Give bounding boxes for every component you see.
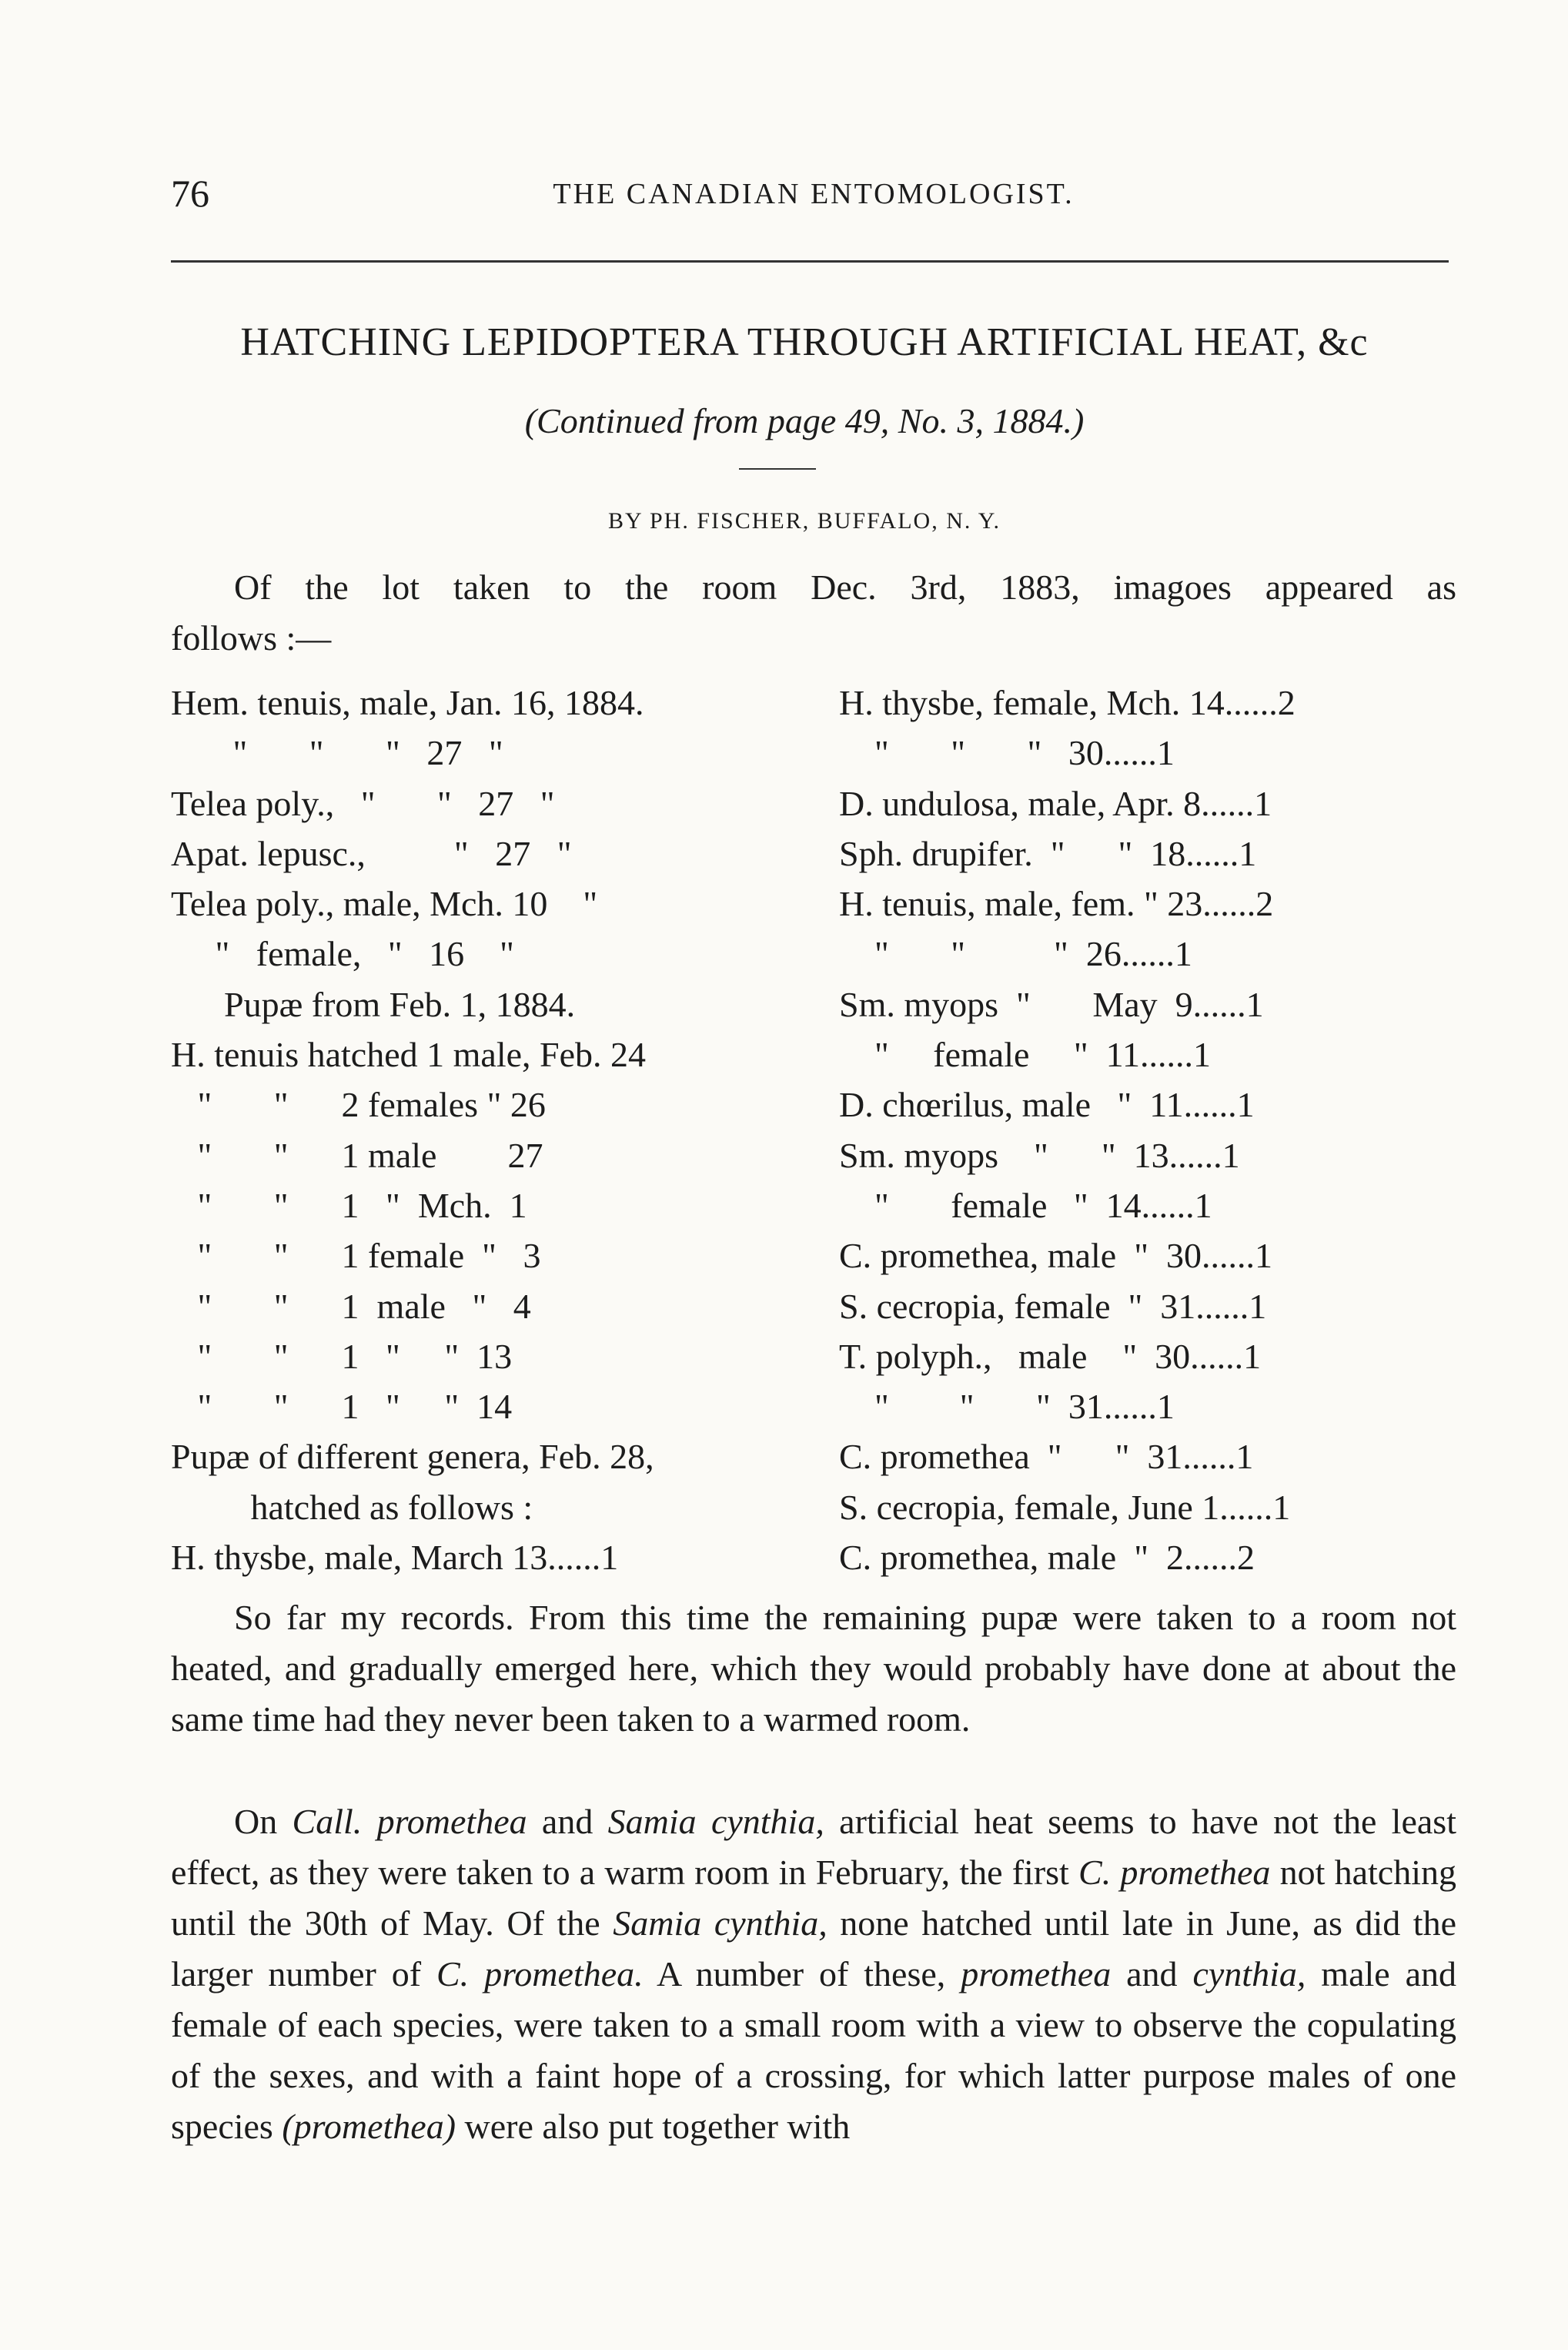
p2-italic: Samia cynthia,	[607, 1802, 824, 1841]
record-row	[171, 1381, 810, 1431]
record-row	[171, 1431, 810, 1481]
record-text: Pupæ of different genera, Feb. 28,	[171, 1437, 654, 1477]
record-text: " " " 26......1	[839, 934, 1192, 974]
record-row	[171, 1130, 810, 1180]
title-rule	[739, 468, 816, 470]
p2-text: and	[1111, 1954, 1193, 1993]
record-text: Telea poly., " " 27 "	[171, 783, 555, 823]
record-text: " " 1 " " 14	[171, 1387, 513, 1427]
record-text: " " 2 females " 26	[171, 1085, 546, 1125]
record-text: " " 1 male 27	[171, 1135, 543, 1175]
record-row	[171, 1532, 810, 1582]
record-text: Apat. lepusc., " 27 "	[171, 833, 572, 873]
record-row	[171, 1080, 810, 1130]
p2-text: and	[527, 1802, 608, 1841]
paragraph-1-text: So far my records. From this time the remaining pupæ were taken to a room not heated, and gradually emerged here, which they would probably have done at about the same time had they never been taken to a warmed room.	[171, 1598, 1456, 1739]
paragraph-2	[171, 1796, 1456, 2152]
record-row	[171, 1482, 810, 1532]
record-text: T. polyph., male " 30......1	[839, 1336, 1262, 1376]
record-text: C. promethea " " 31......1	[839, 1437, 1254, 1477]
record-text: C. promethea, male " 2......2	[839, 1538, 1255, 1578]
header-rule	[171, 260, 1449, 263]
byline: BY PH. FISCHER, BUFFALO, N. Y.	[607, 508, 1001, 534]
running-title: THE CANADIAN ENTOMOLOGIST.	[553, 178, 1075, 210]
p2-italic: promethea	[961, 1954, 1112, 1993]
record-row	[171, 778, 810, 829]
record-row	[839, 979, 1470, 1029]
record-text: " " " 31......1	[839, 1387, 1175, 1427]
article-title: HATCHING LEPIDOPTERA THROUGH ARTIFICIAL HEAT, &c	[240, 320, 1369, 364]
p2-italic: C. promethea	[1078, 1853, 1271, 1892]
p2-italic: cynthia,	[1192, 1954, 1306, 1993]
record-text: Telea poly., male, Mch. 10 "	[171, 884, 598, 924]
record-row	[171, 829, 810, 879]
record-text: " " 1 male " 4	[171, 1286, 531, 1326]
intro-line-1: Of the lot taken to the room Dec. 3rd, 1883, imagoes appeared as	[234, 567, 1456, 607]
record-row	[839, 1029, 1470, 1080]
record-row	[839, 1180, 1470, 1230]
record-row	[171, 1230, 810, 1280]
record-text: Hem. tenuis, male, Jan. 16, 1884.	[171, 683, 644, 722]
record-text: " " 1 " " 13	[171, 1336, 513, 1376]
p2-text: male and female of each species, were taken to a small room with a view to observe the copulating of the sexes, and with a faint hope of a crossing, for which latter purpose males of one species	[171, 1954, 1457, 2146]
record-row	[171, 728, 810, 778]
record-row	[171, 929, 810, 979]
record-row	[839, 829, 1470, 879]
right-records-column	[839, 678, 1470, 1582]
record-row	[171, 1029, 810, 1080]
p2-text: none hatched until late in June, as did the larger number of	[171, 1903, 1457, 1993]
record-text: Pupæ from Feb. 1, 1884.	[171, 984, 576, 1024]
record-text: H. tenuis hatched 1 male, Feb. 24	[171, 1035, 647, 1075]
record-row	[839, 1532, 1470, 1582]
p2-italic: (promethea)	[282, 2107, 456, 2146]
p2-text: not hatching until the 30th of May. Of the	[171, 1853, 1456, 1943]
continued-note: (Continued from page 49, No. 3, 1884.)	[524, 401, 1085, 440]
record-row	[171, 1281, 810, 1331]
record-text: " " " 30......1	[839, 733, 1175, 773]
record-text: S. cecropia, female " 31......1	[839, 1286, 1267, 1326]
record-text: D. chœrilus, male " 11......1	[839, 1085, 1255, 1125]
record-text: hatched as follows :	[171, 1487, 533, 1527]
record-row	[839, 1482, 1470, 1532]
record-row	[839, 879, 1470, 929]
paragraph-1	[171, 1592, 1456, 1745]
record-text: " female " 14......1	[839, 1185, 1212, 1225]
record-text: " " 1 " Mch. 1	[171, 1185, 527, 1225]
record-text: " " " 27 "	[171, 733, 503, 773]
page-number: 76	[171, 172, 209, 215]
intro-paragraph	[171, 562, 1456, 664]
p2-text: artificial heat seems to have not the least effect, as they were taken to a warm room in February, the first	[171, 1802, 1456, 1892]
left-records-column	[171, 678, 810, 1582]
record-row	[171, 879, 810, 929]
p2-italic: Samia cynthia,	[613, 1903, 827, 1943]
record-row	[171, 979, 810, 1029]
record-row	[839, 1331, 1470, 1381]
record-row	[839, 1281, 1470, 1331]
page-header	[171, 171, 1456, 217]
record-text: " " 1 female " 3	[171, 1236, 541, 1276]
record-text: Sm. myops " " 13......1	[839, 1135, 1240, 1175]
record-row	[839, 728, 1470, 778]
record-text: Sph. drupifer. " " 18......1	[839, 833, 1257, 873]
intro-line-2: follows :—	[171, 618, 332, 658]
p2-italic: C. promethea.	[436, 1954, 644, 1993]
record-row	[839, 929, 1470, 979]
p2-text: A number of these,	[643, 1954, 961, 1993]
record-text: D. undulosa, male, Apr. 8......1	[839, 783, 1272, 823]
record-text: " female, " 16 "	[171, 934, 514, 974]
p2-text: On	[234, 1802, 293, 1841]
paragraph-2-text	[171, 1796, 1456, 2152]
record-row	[839, 1431, 1470, 1481]
record-row	[839, 1381, 1470, 1431]
record-text: S. cecropia, female, June 1......1	[839, 1487, 1291, 1527]
record-text: H. thysbe, male, March 13......1	[171, 1538, 619, 1578]
record-row	[171, 1180, 810, 1230]
record-row	[171, 678, 810, 728]
record-row	[839, 1080, 1470, 1130]
record-text: Sm. myops " May 9......1	[839, 984, 1264, 1024]
p2-italic: Call. promethea	[292, 1802, 527, 1841]
record-row	[839, 778, 1470, 829]
record-row	[839, 1230, 1470, 1280]
record-text: H. tenuis, male, fem. " 23......2	[839, 884, 1274, 924]
record-text: H. thysbe, female, Mch. 14......2	[839, 683, 1296, 722]
record-row	[839, 678, 1470, 728]
record-row	[839, 1130, 1470, 1180]
p2-text: were also put together with	[456, 2107, 851, 2146]
record-row	[171, 1331, 810, 1381]
record-text: " female " 11......1	[839, 1035, 1211, 1075]
record-text: C. promethea, male " 30......1	[839, 1236, 1272, 1276]
